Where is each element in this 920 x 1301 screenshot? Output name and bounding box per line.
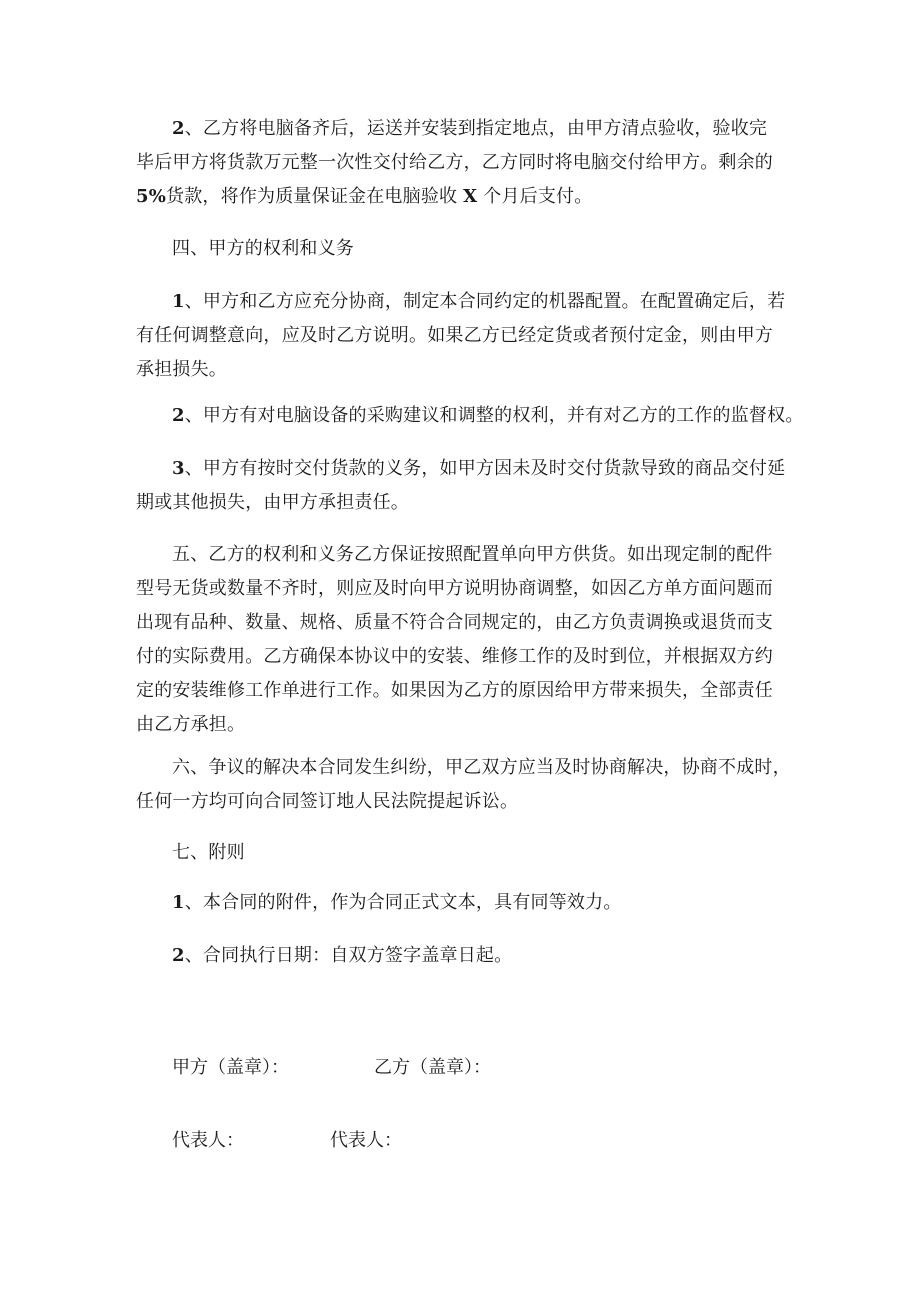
section-heading-7: 七、附则	[172, 842, 245, 863]
clause-number: 1	[172, 291, 185, 312]
clause-number: 1	[172, 892, 185, 913]
section-6-body: 六、争议的解决本合同发生纠纷，甲乙双方应当及时协商解决，协商不成时， 任何一方均可向合同签订地人民法院提起诉讼。	[136, 757, 791, 812]
clause-4-2: 2、甲方有对电脑设备的采购建议和调整的权利，并有对乙方的工作的监督权。	[172, 405, 804, 426]
clause-number: 3	[172, 458, 185, 479]
clause-payment: 2、乙方将电脑备齐后，运送并安装到指定地点，由甲方清点验收，验收完 毕后甲方将货款万元整一次性交付给乙方，乙方同时将电脑交付给甲方。剩余的 5%货款，将作为质量保证金在电脑验收 X 个月后支付。	[136, 118, 773, 207]
party-a-seal-label: 甲方（盖章）：	[172, 1057, 289, 1078]
clause-number: 2	[172, 405, 185, 426]
party-b-seal-label: 乙方（盖章）：	[374, 1057, 491, 1078]
clause-4-1: 1、甲方和乙方应充分协商，制定本合同约定的机器配置。在配置确定后，若 有任何调整意向，应及时乙方说明。如果乙方已经定货或者预付定金，则由甲方 承担损失。	[136, 291, 786, 380]
clause-4-3: 3、甲方有按时交付货款的义务，如甲方因未及时交付货款导致的商品交付延 期或其他损失，由甲方承担责任。	[136, 458, 786, 513]
clause-7-2: 2、合同执行日期：自双方签字盖章日起。	[172, 945, 513, 966]
party-b-representative-label: 代表人：	[330, 1130, 402, 1151]
party-a-representative-label: 代表人：	[172, 1130, 244, 1151]
clause-number: 2	[172, 118, 185, 139]
clause-number: 2	[172, 945, 185, 966]
section-5-body: 五、乙方的权利和义务乙方保证按照配置单向甲方供货。如出现定制的配件 型号无货或数量不齐时，则应及时向甲方说明协商调整，如因乙方单方面问题而 出现有品种、数量、规格、质量不符合合同规定的，由乙方负责调换或退货而支 付的实际费用。乙方确保本协议中的安装、维修工作的及时到位，并根据双方约 定的安装维修工作单进行工作。如果因为乙方的原因给甲方带来损失，全部责任 由乙方承担。	[136, 544, 773, 735]
clause-7-1: 1、本合同的附件，作为合同正式文本，具有同等效力。	[172, 892, 622, 913]
section-heading-4: 四、甲方的权利和义务	[172, 238, 354, 259]
